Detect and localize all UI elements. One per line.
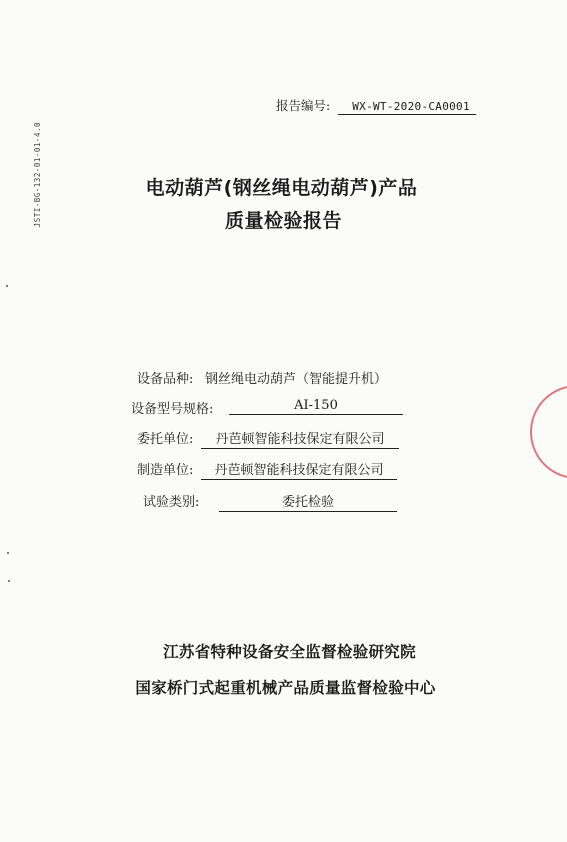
scan-speck <box>6 285 8 287</box>
scan-speck <box>7 552 9 554</box>
field-label: 设备品种: <box>137 372 194 387</box>
field-label: 制造单位: <box>137 463 194 478</box>
report-title-line1: 电动葫芦(钢丝绳电动葫芦)产品 <box>145 177 418 199</box>
field-value: AI-150 <box>229 398 403 415</box>
organization-line1: 江苏省特种设备安全监督检验研究院 <box>163 643 416 661</box>
scan-speck <box>8 580 10 582</box>
organization-line2: 国家桥门式起重机械产品质量监督检验中心 <box>135 679 436 697</box>
report-number <box>276 96 476 115</box>
report-number-value: WX-WT-2020-CA0001 <box>338 100 476 115</box>
report-number-label: 报告编号: <box>276 98 331 113</box>
field-label: 委托单位: <box>137 432 194 447</box>
field-model-spec <box>131 398 338 418</box>
report-title-line2: 质量检验报告 <box>224 210 342 232</box>
field-test-category <box>143 491 334 511</box>
field-value: 委托检验 <box>219 491 397 512</box>
seal-stamp-partial <box>530 385 567 479</box>
field-equipment-type <box>137 368 388 388</box>
field-label: 设备型号规格: <box>131 402 214 417</box>
field-client <box>137 428 385 448</box>
field-label: 试验类别: <box>143 495 200 510</box>
field-value: 丹芭顿智能科技保定有限公司 <box>201 428 399 449</box>
document-form-code: JSTI-BG-132-01-01-4.0 <box>33 122 42 228</box>
field-manufacturer <box>137 459 384 479</box>
field-value: 钢丝绳电动葫芦（智能提升机） <box>205 372 388 387</box>
field-value: 丹芭顿智能科技保定有限公司 <box>201 459 397 480</box>
